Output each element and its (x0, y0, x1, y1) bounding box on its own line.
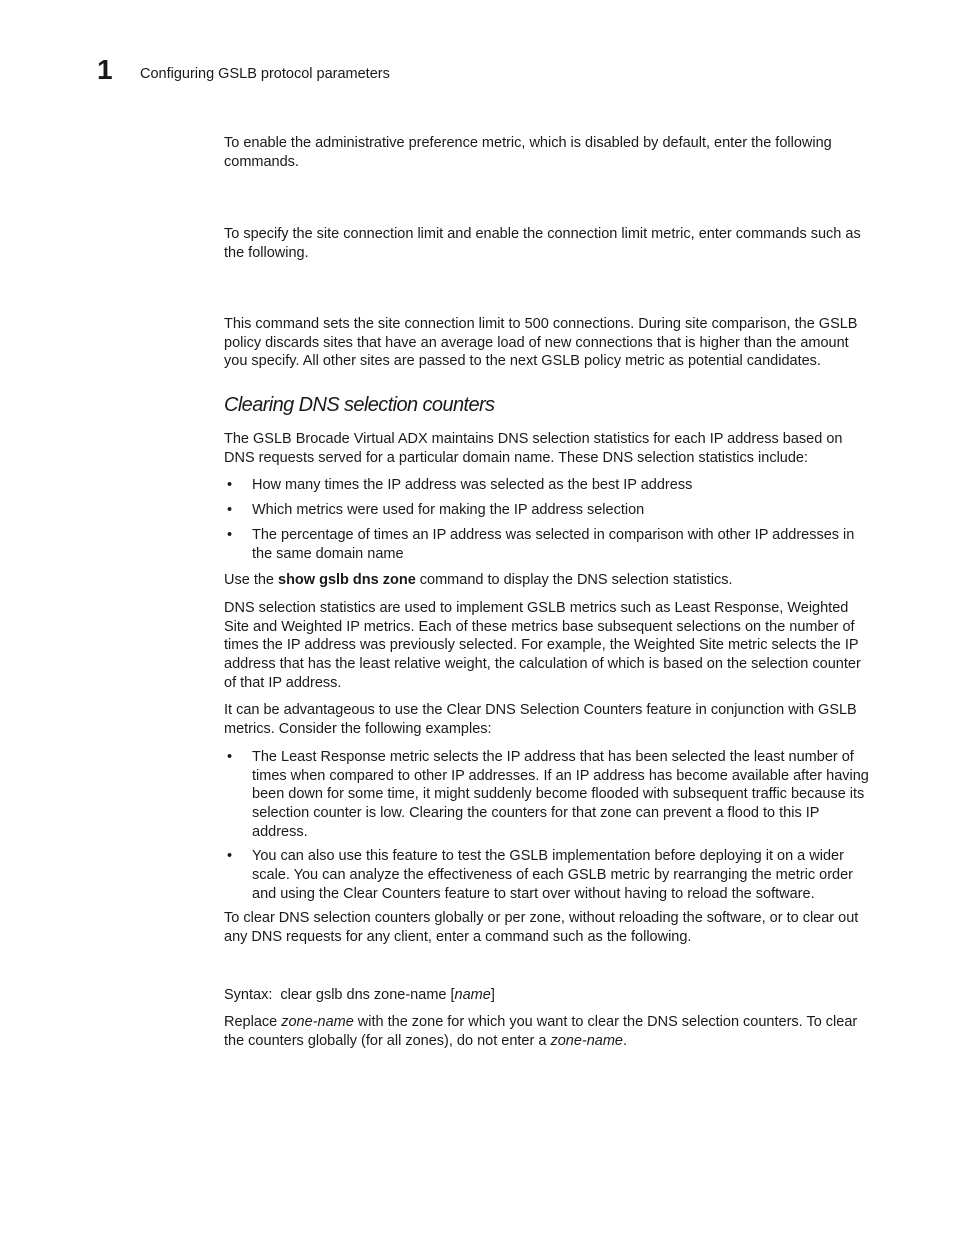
examples-list (224, 748, 869, 904)
bullet-icon: • (227, 477, 233, 494)
statistics-list (224, 476, 869, 563)
bullet-icon: • (227, 748, 233, 765)
bullet-icon: • (227, 526, 233, 543)
list-item: • How many times the IP address was selected as the best IP address (227, 477, 693, 494)
section-heading: Clearing DNS selection counters (224, 394, 495, 416)
replace-paragraph: Replace zone-name with the zone for which you want to clear the DNS selection counters. To clear the counters globally (for all zones), do not enter a zone-name. (224, 1014, 858, 1049)
syntax-command: clear gslb dns zone-name (280, 987, 447, 1003)
list-item: • Which metrics were used for making the IP address selection (227, 502, 645, 519)
metrics-paragraph: DNS selection statistics are used to implement GSLB metrics such as Least Response, Weighted Site and Weighted IP metrics. Each of these metrics base subsequent selections on the number of times the IP address was previously selected. For example, the Weighted Site metric selects the IP address that has the least relative weight, the calculation of which is based on the selection counter of that IP address. (224, 599, 861, 691)
section-body (224, 430, 869, 956)
syntax-param: name (454, 987, 491, 1003)
admin-preference-paragraph: To enable the administrative preference metric, which is disabled by default, enter the following commands. (224, 135, 832, 170)
syntax-label: Syntax: (224, 987, 273, 1003)
list-item: • The Least Response metric selects the IP address that has been selected the least number of times when compared to other IP addresses. If an IP address has become available after having been down for some time, it might suddenly become flooded with subsequent traffic because its selection counter is low. Clearing the counters for that zone can prevent a flood to this IP address. (227, 748, 869, 840)
list-item: • You can also use this feature to test the GSLB implementation before deploying it on a wider scale. You can analyze the effectiveness of each GSLB metric by rearranging the metric order and using the Clear Counters feature to start over without having to reload the software. (227, 848, 854, 902)
advantage-paragraph: It can be advantageous to use the Clear DNS Selection Counters feature in conjunction with GSLB metrics. Consider the following examples: (224, 702, 857, 738)
syntax-line: Syntax: clear gslb dns zone-name [name] (224, 987, 495, 1003)
intro-paragraph: The GSLB Brocade Virtual ADX maintains DNS selection statistics for each IP address based on DNS requests served for a particular domain name. These DNS selection statistics include: (224, 431, 843, 466)
command-text: show gslb dns zone (278, 572, 416, 589)
chapter-title: Configuring GSLB protocol parameters (140, 66, 390, 82)
chapter-number: 1 (97, 54, 113, 85)
connection-limit-paragraph: To specify the site connection limit and enable the connection limit metric, enter commands such as the following. (224, 226, 861, 261)
show-command-paragraph: Use the show gslb dns zone command to display the DNS selection statistics. (224, 572, 733, 589)
clear-paragraph: To clear DNS selection counters globally or per zone, without reloading the software, or to clear out any DNS requests for any client, enter a command such as the following. (224, 910, 859, 946)
list-item: • The percentage of times an IP address was selected in comparison with other IP addresses in the same domain name (227, 526, 855, 562)
bullet-icon: • (227, 848, 233, 865)
bullet-icon: • (227, 502, 233, 519)
connection-limit-explanation: This command sets the site connection limit to 500 connections. During site comparison, the GSLB policy discards sites that have an average load of new connections that is higher than the amount you specify. All other sites are passed to the next GSLB policy metric as potential candidates. (224, 316, 858, 370)
